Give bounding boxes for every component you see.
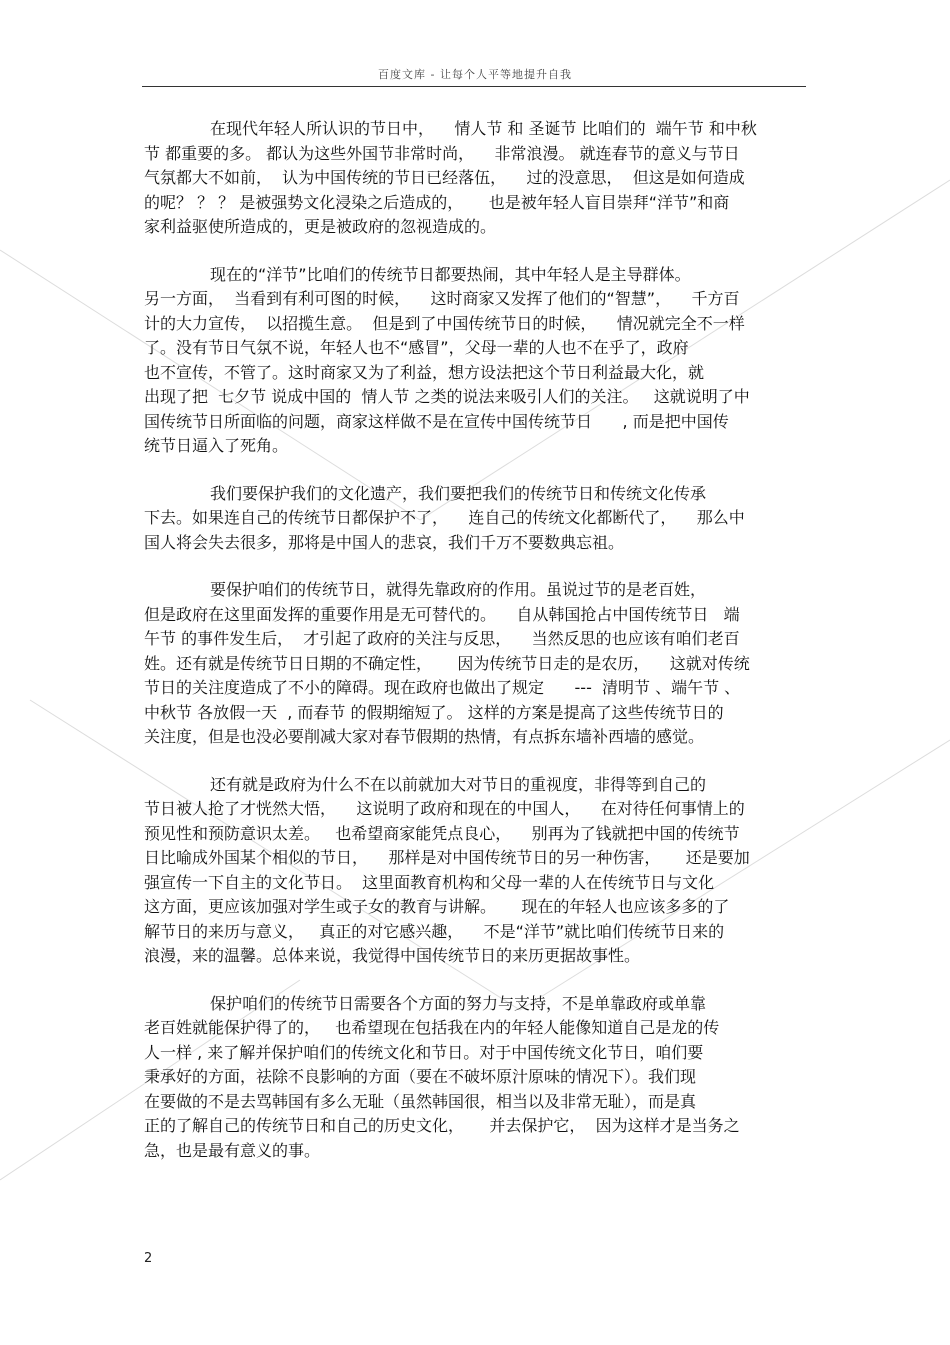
text-line: 家利益驱使所造成的，更是被政府的忽视造成的。 — [144, 217, 497, 236]
text-line: 急，也是最有意义的事。 — [144, 1140, 321, 1160]
text-line: 但是政府在这里面发挥的重要作用是无可替代的。 自从韩国抢占中国传统节日 端 — [144, 604, 740, 624]
paragraph — [144, 992, 804, 1164]
text-line: 出现了把 七夕节 说成中国的 情人节 之类的说法来吸引人们的关注。 这就说明了中 — [144, 387, 750, 406]
text-line: 强宣传一下自主的文化节日。 这里面教育机构和父母一辈的人在传统节日与文化 — [144, 872, 715, 892]
text-line: 国人将会失去很多，那将是中国人的悲哀，我们千万不要数典忘祖。 — [144, 532, 625, 552]
text-line: 在现代年轻人所认识的节日中， 情人节 和 圣诞节 比咱们的 端午节 和中秋 — [210, 119, 757, 138]
text-line: 保护咱们的传统节日需要各个方面的努力与支持，不是单靠政府或单靠 — [210, 993, 707, 1013]
text-line: 也不宣传，不管了。这时商家又为了利益，想方设法把这个节日利益最大化，就 — [144, 362, 705, 382]
text-line: 这方面，更应该加强对学生或子女的教育与讲解。 现在的年轻人也应该多多的了 — [144, 897, 730, 916]
header-divider — [142, 86, 806, 87]
text-line: 浪漫，来的温馨。总体来说，我觉得中国传统节日的来历更据故事性。 — [144, 946, 641, 965]
text-line: 节日被人抢了才恍然大悟， 这说明了政府和现在的中国人， 在对待任何事情上的 — [144, 799, 745, 818]
text-line: 关注度，但是也没必要削减大家对春节假期的热情，有点拆东墙补西墙的感觉。 — [144, 727, 705, 746]
text-line: 现在的“洋节”比咱们的传统节日都要热闹，其中年轻人是主导群体。 — [210, 264, 691, 284]
text-line: 午节 的事件发生后， 才引起了政府的关注与反思， 当然反思的也应该有咱们老百 — [144, 629, 740, 648]
text-line: 解节日的来历与意义， 真正的对它感兴趣， 不是“洋节”就比咱们传统节日来的 — [144, 921, 725, 941]
document-body — [144, 117, 804, 1186]
text-line: 下去。如果连自己的传统节日都保护不了， 连自己的传统文化都断代了， 那么中 — [144, 508, 745, 527]
paragraph — [144, 482, 804, 556]
text-line: 老百姓就能保护得了的， 也希望现在包括我在内的年轻人能像知道自己是龙的传 — [144, 1018, 720, 1037]
text-line: 姓。还有就是传统节日日期的不确定性， 因为传统节日走的是农历， 这就对传统 — [144, 653, 750, 673]
text-line: 要保护咱们的传统节日，就得先靠政府的作用。虽说过节的是老百姓， — [210, 580, 707, 599]
text-line: 气氛都大不如前， 认为中国传统的节日已经落伍， 过的没意思， 但这是如何造成 — [144, 168, 745, 187]
paragraph — [144, 263, 804, 459]
text-line: 另一方面， 当看到有利可图的时候， 这时商家又发挥了他们的“智慧”， 千方百 — [144, 289, 740, 308]
text-line: 统节日逼入了死角。 — [144, 436, 289, 455]
paragraph — [144, 117, 804, 240]
text-line: 的呢？ ？ ？ 是被强势文化浸染之后造成的， 也是被年轻人盲目崇拜“洋节”和商 — [144, 192, 730, 212]
page-header: 百度文库 - 让每个人平等地提升自我 — [378, 68, 572, 81]
text-line: 计的大力宣传， 以招揽生意。 但是到了中国传统节日的时候， 情况就完全不一样 — [144, 313, 745, 333]
text-line: 预见性和预防意识太差。 也希望商家能凭点良心， 别再为了钱就把中国的传统节 — [144, 823, 740, 843]
text-line: 节 都重要的多。 都认为这些外国节非常时尚， 非常浪漫。 就连春节的意义与节日 — [144, 143, 740, 163]
text-line: 还有就是政府为什么不在以前就加大对节日的重视度，非得等到自己的 — [210, 774, 707, 794]
text-line: 在要做的不是去骂韩国有多么无耻（虽然韩国很，相当以及非常无耻），而是真 — [144, 1091, 697, 1111]
text-line: 人一样 , 来了解并保护咱们的传统文化和节日。对于中国传统文化节日，咱们要 — [144, 1042, 704, 1062]
text-line: 正的了解自己的传统节日和自己的历史文化， 并去保护它， 因为这样才是当务之 — [144, 1116, 740, 1135]
text-line: 中秋节 各放假一天 , 而春节 的假期缩短了。 这样的方案是提高了这些传统节日的 — [144, 702, 724, 722]
paragraph — [144, 773, 804, 969]
text-line: 日比喻成外国某个相似的节日， 那样是对中国传统节日的另一种伤害， 还是要加 — [144, 848, 750, 867]
page-number: 2 — [144, 1251, 153, 1266]
text-line: 秉承好的方面，祛除不良影响的方面（要在不破坏原汁原味的情况下）。我们现 — [144, 1067, 697, 1086]
text-line: 了。没有节日气氛不说，年轻人也不“感冒”，父母一辈的人也不在乎了，政府 — [144, 338, 689, 357]
text-line: 我们要保护我们的文化遗产，我们要把我们的传统节日和传统文化传承 — [210, 483, 707, 503]
text-line: 节日的关注度造成了不小的障碍。现在政府也做出了规定 --- 清明节 、端午节 、 — [144, 678, 741, 697]
paragraph — [144, 578, 804, 750]
text-line: 国传统节日所面临的问题，商家这样做不是在宣传中国传统节日 , 而是把中国传 — [144, 411, 729, 431]
